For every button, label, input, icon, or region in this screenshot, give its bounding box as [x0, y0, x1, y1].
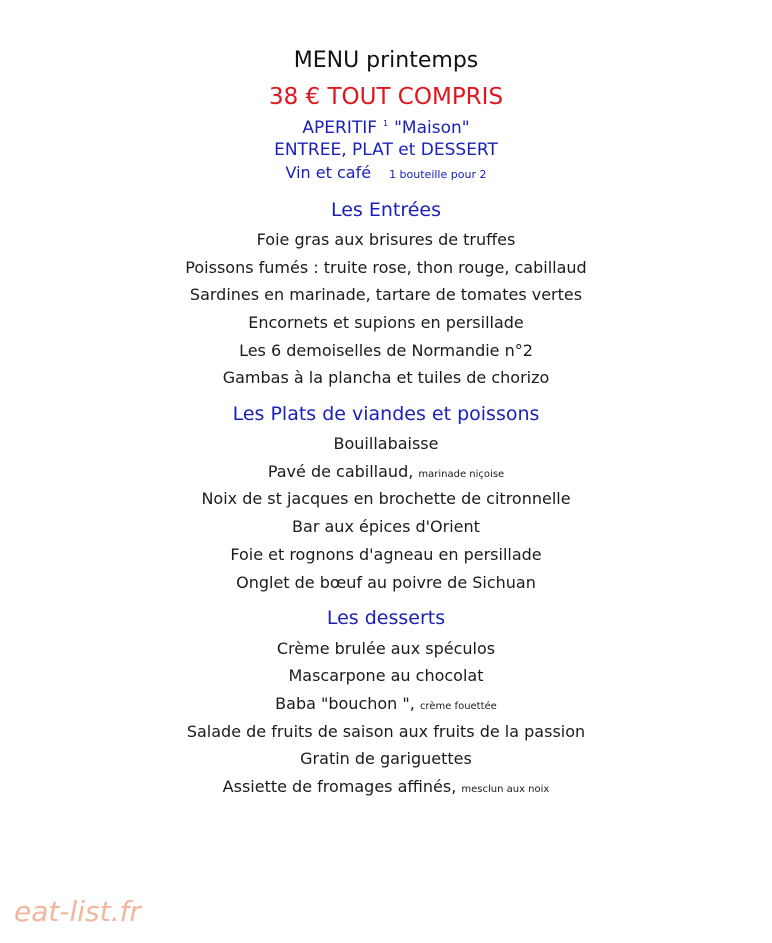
aperitif-label: APERITIF — [302, 118, 378, 138]
menu-item: Onglet de bœuf au poivre de Sichuan — [236, 573, 536, 592]
wine-label: Vin et café — [285, 163, 372, 182]
menu-item: Salade de fruits de saison aux fruits de la passion — [186, 722, 586, 741]
menu-item: Poissons fumés : truite rose, thon rouge, cabillaud — [185, 258, 587, 277]
menu-item: Sardines en marinade, tartare de tomates vertes — [189, 285, 583, 304]
menu-item-label: Assiette de fromages affinés, — [222, 777, 457, 796]
wine-note: 1 bouteille pour 2 — [389, 168, 487, 181]
menu-item-with-note — [0, 696, 772, 712]
menu-price: 38 € TOUT COMPRIS — [268, 84, 504, 110]
menu-item: Noix de st jacques en brochette de citronnelle — [201, 489, 571, 508]
menu-item-with-note — [0, 464, 772, 480]
menu-item: Les 6 demoiselles de Normandie n°2 — [239, 341, 533, 360]
menu-item: Mascarpone au chocolat — [288, 666, 484, 685]
menu-title: MENU printemps — [293, 48, 479, 73]
menu-item-with-note — [0, 779, 772, 795]
aperitif-house: "Maison" — [394, 118, 470, 138]
menu-item: Foie et rognons d'agneau en persillade — [230, 545, 542, 564]
menu-item: Bar aux épices d'Orient — [292, 517, 480, 536]
menu-item-label: Baba "bouchon ", — [275, 694, 415, 713]
menu-item-note: crème fouettée — [419, 701, 497, 712]
section-title-entrees: Les Entrées — [330, 199, 442, 221]
menu-item-note: marinade niçoise — [418, 469, 505, 480]
menu-item: Gambas à la plancha et tuiles de chorizo — [222, 368, 550, 387]
menu-item: Encornets et supions en persillade — [248, 313, 524, 332]
menu-item-label: Pavé de cabillaud, — [267, 462, 414, 481]
watermark-logo: eat-list.fr — [14, 895, 141, 928]
courses-line: ENTREE, PLAT et DESSERT — [274, 140, 498, 160]
section-title-plats: Les Plats de viandes et poissons — [232, 403, 540, 425]
menu-item: Foie gras aux brisures de truffes — [256, 230, 516, 249]
menu-item: Gratin de gariguettes — [300, 749, 472, 768]
menu-item-note: mesclun aux noix — [461, 784, 550, 795]
wine-line — [0, 165, 772, 181]
menu-item: Crème brulée aux spéculos — [276, 639, 496, 658]
aperitif-line — [0, 120, 772, 137]
aperitif-mark: 1 — [383, 119, 389, 129]
menu-item: Bouillabaisse — [333, 434, 439, 453]
section-title-desserts: Les desserts — [326, 607, 446, 629]
